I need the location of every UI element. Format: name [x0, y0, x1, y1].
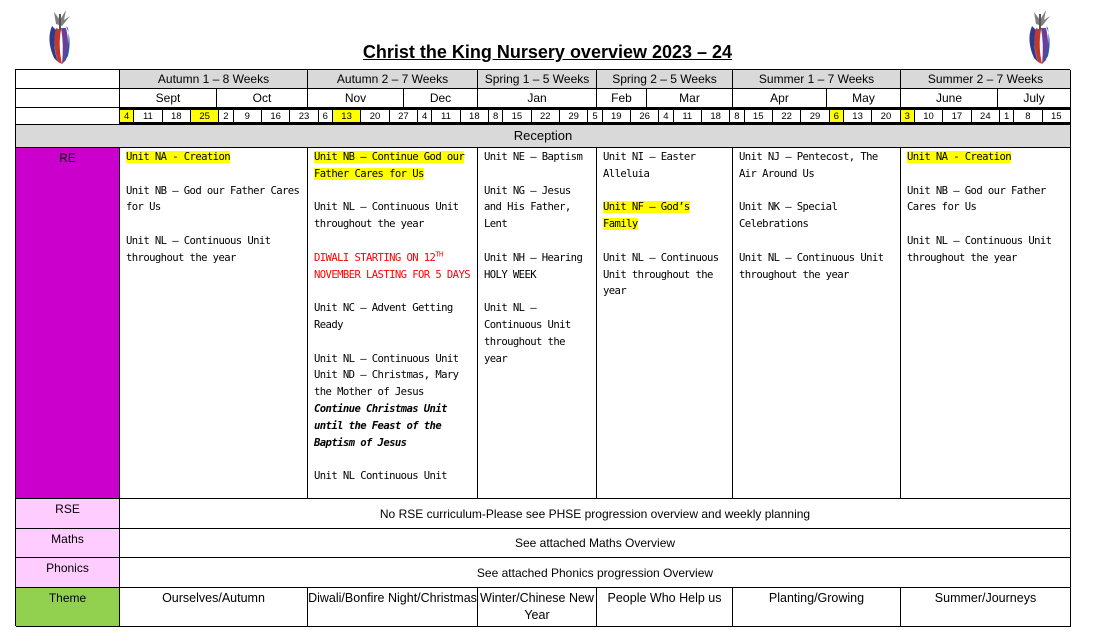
week-date: 6: [833, 111, 839, 122]
week-date: 18: [710, 111, 721, 122]
week-date-cell: [461, 110, 489, 123]
re-unit-text: Unit NL – Continuous Unit throughout the year: [126, 234, 271, 264]
week-date-cell: [219, 110, 233, 123]
week-date-cell: [674, 110, 702, 123]
term-header: Autumn 1 – 8 Weeks: [120, 70, 308, 89]
theme-cell: Winter/Chinese New Year: [478, 588, 597, 627]
re-unit-text: Unit NE – Baptism: [484, 151, 583, 163]
theme-cell: People Who Help us: [597, 588, 733, 627]
week-date-cell: [631, 110, 659, 123]
week-date-cell: [120, 110, 134, 123]
re-summer2-cell: [901, 148, 1071, 499]
term-header: Summer 1 – 7 Weeks: [733, 70, 901, 89]
week-date: 17: [951, 111, 963, 122]
week-date: 3: [904, 111, 910, 122]
week-date: 15: [752, 111, 764, 122]
week-date: 20: [880, 111, 892, 122]
re-unit-text: Unit NL – Continuous Unit throughout the year: [484, 302, 571, 365]
term-header: Spring 2 – 5 Weeks: [597, 70, 733, 89]
week-date-cell: [262, 110, 290, 123]
re-unit-text: Unit ND – Christmas, Mary the Mother of Jesus: [314, 369, 459, 399]
re-autumn2-cell: [308, 148, 478, 499]
week-date-cell: [603, 110, 631, 123]
week-date: 13: [341, 111, 352, 122]
re-unit-text: Unit NL Continuous Unit: [314, 470, 447, 483]
week-date-cell: [745, 110, 773, 123]
week-date: 10: [923, 111, 934, 122]
month-header: Nov: [308, 89, 404, 108]
week-date-cell: [773, 110, 801, 123]
re-unit-text: Unit NI – Easter Alleluia: [603, 151, 696, 180]
week-date: 8: [734, 111, 740, 122]
week-date: 16: [270, 111, 281, 122]
month-header: Jan: [478, 89, 597, 108]
week-date-cell: [503, 110, 531, 123]
re-unit-text: Unit NF – God’s Family: [603, 201, 690, 231]
week-date: 15: [511, 111, 523, 122]
week-date: 29: [809, 111, 821, 122]
re-spring2-cell: [597, 148, 733, 499]
week-date: 8: [1025, 111, 1031, 122]
week-date-cell: [915, 110, 943, 123]
week-date: 4: [663, 111, 669, 122]
week-date: 9: [244, 111, 250, 122]
re-unit-text: Unit NB – God our Father Cares for Us: [126, 184, 300, 214]
phonics-text: See attached Phonics progression Overview: [120, 558, 1071, 588]
re-unit-text: Unit NH – Hearing HOLY WEEK: [484, 251, 583, 281]
re-unit-text: Unit NB – Continue God our Father Cares for Us: [314, 151, 465, 180]
week-date-cell: [801, 110, 829, 123]
week-date: 20: [369, 111, 381, 122]
week-date-cell: [361, 110, 389, 123]
diwali-note: [314, 250, 473, 284]
month-header: June: [901, 89, 998, 108]
reception-header: Reception: [16, 125, 1071, 148]
corner-cell: [16, 70, 120, 89]
week-date: 5: [592, 111, 598, 122]
re-unit-text: Unit NA - Creation: [907, 151, 1012, 163]
week-date-cell: [234, 110, 262, 123]
week-date: 22: [781, 111, 792, 122]
week-date: 29: [568, 111, 579, 122]
diwali-suffix: TH: [435, 250, 443, 259]
overview-table: [15, 69, 1070, 626]
week-date-cell: [830, 110, 844, 123]
week-date-cell: [972, 110, 1000, 123]
week-dates-row: [120, 108, 1071, 125]
week-date-cell: [702, 110, 730, 123]
week-date-cell: [730, 110, 744, 123]
week-date: 1: [1003, 111, 1010, 122]
re-unit-text: Unit NL – Continuous Unit throughout the year: [603, 251, 719, 298]
week-date-cell: [290, 110, 318, 123]
week-date-cell: [901, 110, 915, 123]
re-spring1-cell: [478, 148, 597, 499]
theme-cell: Ourselves/Autumn: [120, 588, 308, 627]
week-date: 15: [1051, 111, 1062, 122]
row-label-maths: Maths: [16, 529, 120, 558]
week-date-cell: [1043, 110, 1071, 123]
re-unit-text: Unit NL – Continuous Unit throughout the year: [314, 201, 459, 231]
week-date: 11: [682, 111, 693, 122]
week-date-cell: [489, 110, 503, 123]
re-unit-text: Unit NL – Continuous Unit throughout the year: [907, 234, 1052, 264]
week-date-cell: [872, 110, 900, 123]
month-header: Mar: [647, 89, 733, 108]
week-date: 18: [170, 111, 182, 122]
week-date-cell: [588, 110, 602, 123]
re-autumn1-cell: [120, 148, 308, 499]
month-header: Apr: [733, 89, 827, 108]
re-unit-text: Unit NK – Special Celebrations: [739, 201, 838, 231]
week-date-cell: [1014, 110, 1042, 123]
blank-cell: [16, 89, 120, 108]
week-date: 4: [422, 111, 428, 122]
month-header: Sept: [120, 89, 217, 108]
month-header: July: [998, 89, 1071, 108]
month-header: May: [827, 89, 901, 108]
week-date-cell: [333, 110, 361, 123]
week-date: 11: [441, 111, 451, 122]
re-summer1-cell: [733, 148, 901, 499]
week-date-cell: [191, 110, 219, 123]
month-header: Dec: [404, 89, 478, 108]
week-date-cell: [163, 110, 191, 123]
week-date: 6: [322, 111, 328, 122]
re-unit-text: Unit NJ – Pentecost, The Air Around Us: [739, 151, 878, 180]
week-date: 26: [639, 111, 650, 122]
week-date-cell: [1000, 110, 1014, 123]
month-header: Feb: [597, 89, 647, 108]
diwali-text: DIWALI STARTING ON 12: [314, 251, 436, 264]
week-date-cell: [390, 110, 418, 123]
week-date: 2: [223, 111, 229, 122]
row-label-re: RE: [16, 148, 120, 499]
row-label-rse: RSE: [16, 499, 120, 529]
week-date-cell: [560, 110, 588, 123]
page-title: Christ the King Nursery overview 2023 – 24: [362, 42, 733, 62]
week-date: 19: [610, 111, 622, 122]
week-date: 24: [980, 111, 991, 122]
term-header: Summer 2 – 7 Weeks: [901, 70, 1071, 89]
week-date: 27: [398, 111, 409, 122]
row-label-theme: Theme: [16, 588, 120, 627]
week-date-cell: [319, 110, 333, 123]
week-date: 22: [540, 111, 551, 122]
week-date-cell: [532, 110, 560, 123]
blank-cell: [16, 108, 120, 125]
rse-text: No RSE curriculum-Please see PHSE progression overview and weekly planning: [120, 499, 1071, 529]
re-unit-text: Unit NL – Continuous Unit: [314, 352, 459, 365]
week-date-cell: [659, 110, 673, 123]
month-header: Oct: [217, 89, 308, 108]
re-unit-text: Continue Christmas Unit until the Feast of the Baptism of Jesus: [314, 402, 447, 449]
row-label-phonics: Phonics: [16, 558, 120, 588]
week-date-cell: [844, 110, 872, 123]
re-unit-text: Unit NL – Continuous Unit throughout the year: [739, 251, 884, 281]
theme-cell: Planting/Growing: [733, 588, 901, 627]
diwali-text: NOVEMBER LASTING FOR 5 DAYS: [314, 268, 471, 281]
week-date-cell: [134, 110, 162, 123]
theme-cell: Diwali/Bonfire Night/Christmas: [308, 588, 478, 627]
term-header: Spring 1 – 5 Weeks: [478, 70, 597, 89]
re-unit-text: Unit NG – Jesus and His Father, Lent: [484, 184, 571, 231]
re-unit-text: Unit NC – Advent Getting Ready: [314, 302, 453, 331]
week-date: 11: [142, 111, 153, 122]
term-header: Autumn 2 – 7 Weeks: [308, 70, 478, 89]
week-date: 25: [199, 111, 210, 122]
week-date-cell: [943, 110, 971, 123]
week-date-cell: [418, 110, 432, 123]
re-unit-text: Unit NA - Creation: [126, 151, 231, 163]
week-date: 8: [492, 111, 499, 122]
maths-text: See attached Maths Overview: [120, 529, 1071, 558]
re-unit-text: Unit NB – God our Father Cares for Us: [907, 184, 1046, 214]
theme-cell: Summer/Journeys: [901, 588, 1071, 627]
week-date: 13: [852, 111, 863, 122]
week-date: 23: [298, 111, 310, 122]
week-date: 4: [123, 111, 130, 122]
week-date: 18: [469, 111, 480, 122]
week-date-cell: [432, 110, 460, 123]
